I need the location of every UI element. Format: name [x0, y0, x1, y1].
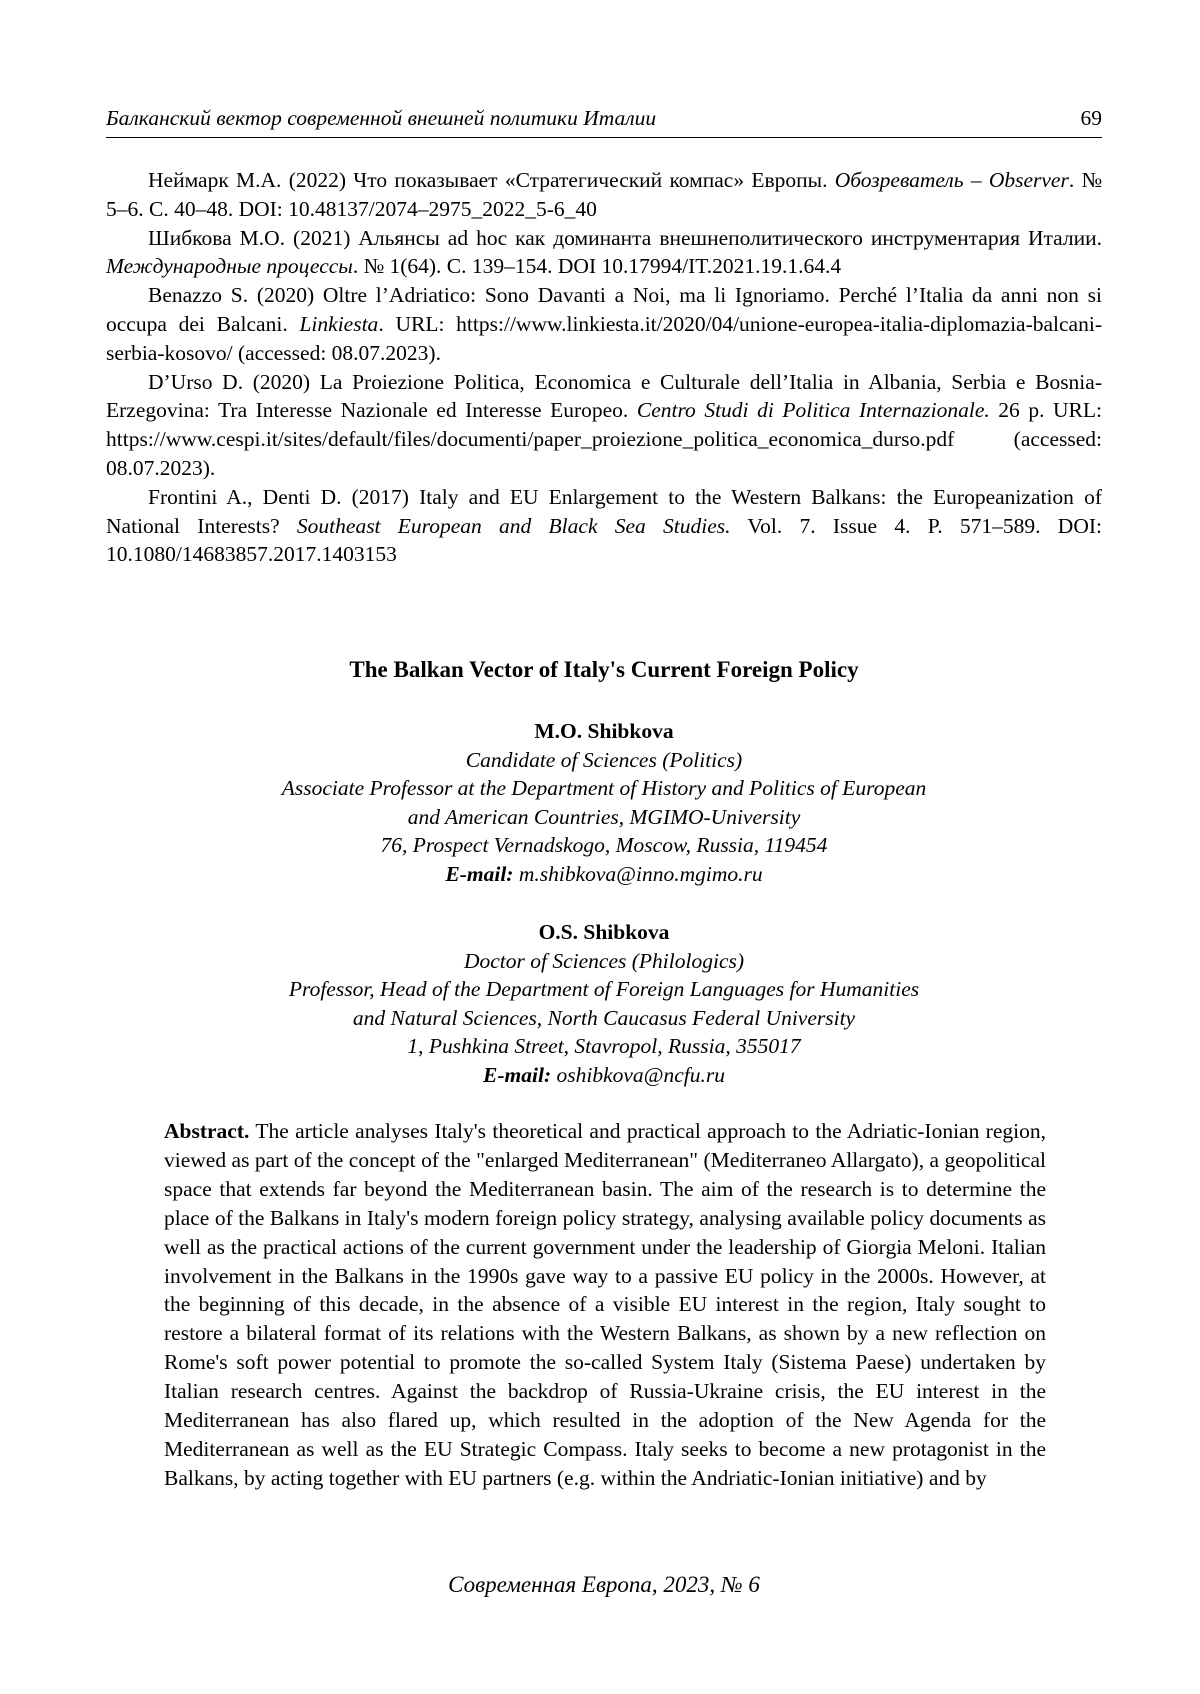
page-number: 69 [1080, 106, 1102, 130]
email-label: E-mail: [445, 861, 514, 886]
email-label: E-mail: [483, 1062, 552, 1087]
running-title: Балканский вектор современной внешней политики Италии [106, 106, 657, 130]
author-position: Associate Professor at the Department of History and Politics of European [281, 776, 927, 800]
reference-text: D’Urso D. (2020) La Proiezione Politica, Economica e Culturale dell’Italia in Albania, Serbia e Bosnia-Erzegovina: Tra Interesse Nazionale ed Interesse Europeo. [106, 369, 1102, 423]
reference-item [106, 483, 1102, 569]
reference-source: Southeast European and Black Sea Studies. [296, 513, 731, 538]
reference-details: . № 5–6. С. 40–48. DOI: 10.48137/2074–2975_2022_5-6_40 [106, 168, 1103, 221]
author-block [106, 918, 1102, 1089]
journal-footer: Современная Европа, 2023, № 6 [448, 1572, 760, 1597]
reference-item [106, 368, 1102, 483]
reference-text: Шибкова М.О. (2021) Альянсы ad hoc как доминанта внешнеполитического инструментария Италии. [148, 225, 1102, 250]
author-position: Professor, Head of the Department of Foreign Languages for Humanities [288, 977, 920, 1001]
reference-list [106, 166, 1102, 569]
author-email: oshibkova@ncfu.ru [556, 1062, 725, 1087]
abstract-text: The article analyses Italy's theoretical and practical approach to the Adriatic-Ionian region, viewed as part of the concept of the "enlarged Mediterranean" (Mediterraneo Allargato), a geopolitical space that extends far beyond the Mediterranean basin. The aim of the research is to determine the place of the Balkans in Italy's modern foreign policy strategy, analysing available policy documents as well as the practical actions of the current government under the leadership of Giorgia Meloni. Italian involvement in the Balkans in the 1990s gave way to a passive EU policy in the 2000s. However, at the beginning of this decade, in the absence of a visible EU interest in the region, Italy sought to restore a bilateral format of its relations with the Western Balkans, as shown by a new reflection on Rome's soft power potential to promote the so-called System Italy (Sistema Paese) undertaken by Italian research centres. Against the backdrop of Russia-Ukraine crisis, the EU interest in the Mediterranean has also flared up, which resulted in the adoption of the New Agenda for the Mediterranean as well as the EU Strategic Compass. Italy seeks to become a new protagonist in the Balkans, by acting together with EU partners (e.g. within the Andriatic-Ionian initiative) and by [164, 1119, 1046, 1490]
author-degree: Candidate of Sciences (Politics) [465, 747, 743, 772]
reference-text: Benazzo S. (2020) Oltre l’Adriatico: Sono Davanti a Noi, ma li Ignoriamo. Perché l’Italia da anni non si occupa dei Balcani. [106, 283, 1102, 336]
author-degree: Doctor of Sciences (Philologics) [463, 948, 745, 973]
author-block [106, 717, 1102, 888]
reference-details: 26 p. URL: https://www.cespi.it/sites/default/files/documenti/paper_proiezione_politica_economica_durso.pdf (accessed: 08.07.2023). [106, 398, 1102, 480]
reference-text: Неймарк М.А. (2022) Что показывает «Стратегический компас» Европы. [148, 168, 835, 192]
running-header [106, 103, 1102, 138]
article-title: The Balkan Vector of Italy's Current Foreign Policy [349, 657, 859, 682]
author-address: 1, Pushkina Street, Stavropol, Russia, 355017 [407, 1034, 801, 1058]
author-position: and Natural Sciences, North Caucasus Federal University [352, 1005, 856, 1030]
reference-item [106, 281, 1102, 367]
reference-item [106, 224, 1102, 282]
abstract [164, 1117, 1046, 1493]
reference-source: Linkiesta [299, 311, 379, 336]
author-name: O.S. Shibkova [538, 920, 670, 944]
reference-details: . № 1(64). С. 139–154. DOI 10.17994/IT.2021.19.1.64.4 [352, 254, 842, 279]
reference-text: Frontini A., Denti D. (2017) Italy and EU Enlargement to the Western Balkans: the Europeanization of National Interests? [106, 484, 1102, 538]
author-address: 76, Prospect Vernadskogo, Moscow, Russia, 119454 [380, 833, 828, 857]
author-name: M.O. Shibkova [534, 719, 674, 743]
author-email: m.shibkova@inno.mgimo.ru [518, 861, 763, 886]
reference-source: Centro Studi di Politica Internazionale. [636, 398, 990, 423]
abstract-label: Abstract. [164, 1119, 250, 1143]
reference-source: Международные процессы [106, 254, 353, 279]
author-position: and American Countries, MGIMO-University [407, 804, 801, 829]
reference-item [106, 166, 1102, 224]
reference-details: Vol. 7. Issue 4. P. 571–589. DOI: 10.1080/14683857.2017.1403153 [106, 513, 1102, 567]
reference-details: . URL: https://www.linkiesta.it/2020/04/unione-europea-italia-diplomazia-balcani-serbia-kosovo/ (accessed: 08.07.2023). [106, 311, 1102, 365]
reference-source: Обозреватель – Observer [834, 168, 1069, 192]
